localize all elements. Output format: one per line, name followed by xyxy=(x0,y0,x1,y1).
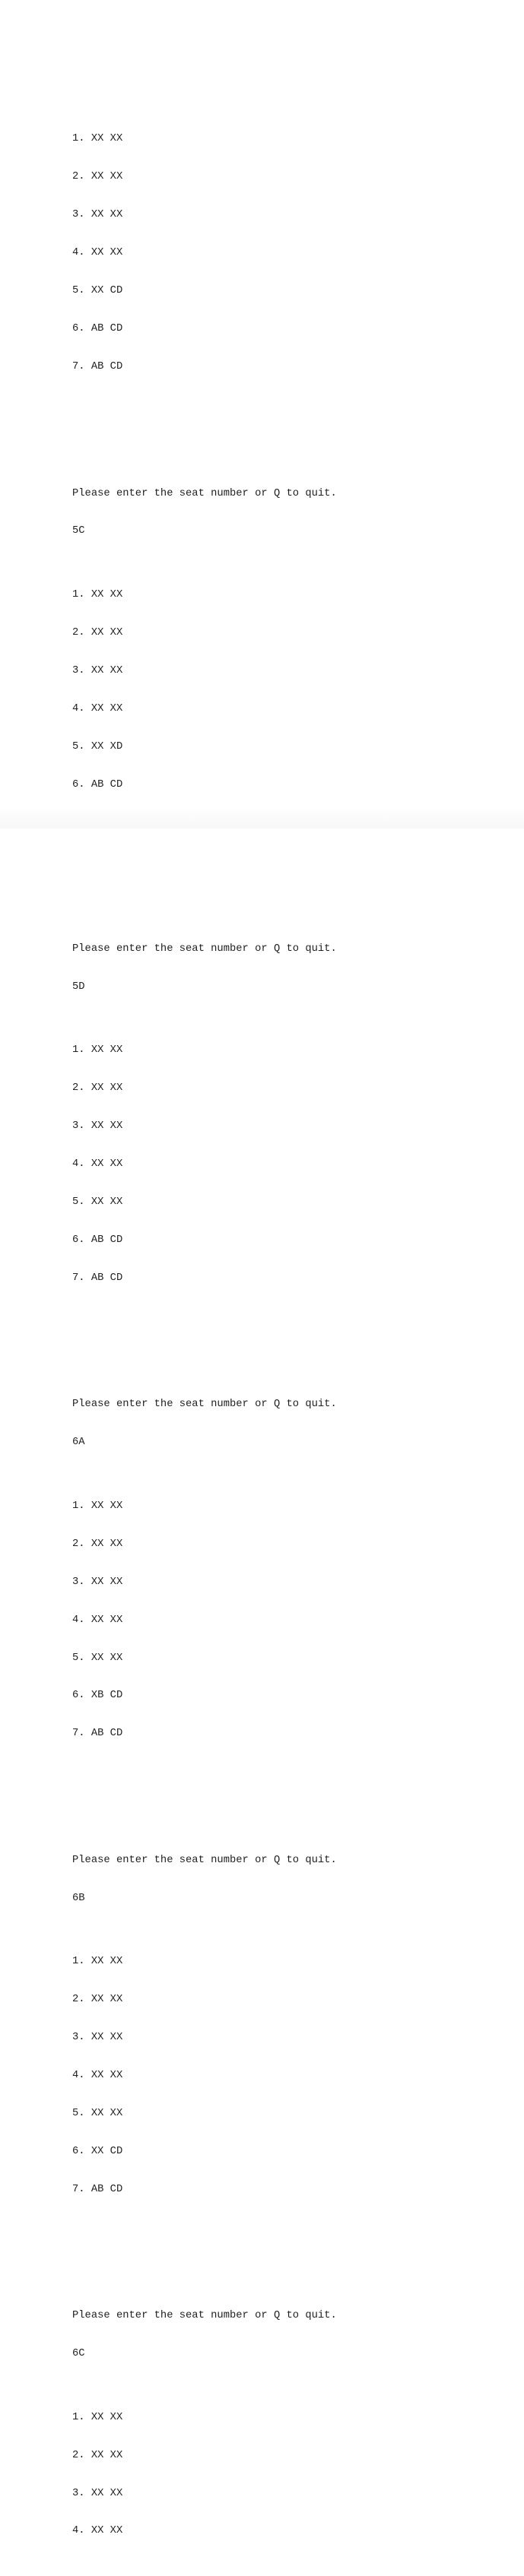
seat-row: 3. XX XX xyxy=(72,664,123,676)
blank-line xyxy=(72,2247,498,2260)
seat-row: 2. XX XX xyxy=(72,1994,123,2006)
blank-line xyxy=(72,424,498,437)
seat-row: 6. AB CD xyxy=(72,1234,123,1246)
seat-row: 2. XX XX xyxy=(72,1538,123,1550)
blank-line xyxy=(72,880,498,893)
seat-row: 1. XX XX xyxy=(72,1500,123,1512)
seat-row: 7. AB CD xyxy=(72,1272,123,1284)
seat-row: 1. XX XX xyxy=(72,1956,123,1968)
seat-row: 4. XX XX xyxy=(72,247,123,259)
input-prompt: Please enter the seat number or Q to quit. xyxy=(72,943,337,955)
seat-row: 6. XB CD xyxy=(72,1690,123,1702)
seat-row: 4. XX XX xyxy=(72,2070,123,2082)
seat-row: 1. XX XX xyxy=(72,588,123,600)
seat-row: 5. XX XX xyxy=(72,1652,123,1664)
bottom-edge xyxy=(0,807,524,829)
input-prompt: Please enter the seat number or Q to quit. xyxy=(72,1854,337,1866)
seat-row: 3. XX XX xyxy=(72,1120,123,1133)
user-input[interactable]: 6C xyxy=(72,2348,85,2360)
user-input[interactable]: 6A xyxy=(72,1437,85,1449)
input-prompt: Please enter the seat number or Q to quit. xyxy=(72,2310,337,2322)
seat-row: 1. XX XX xyxy=(72,1044,123,1057)
seat-map xyxy=(72,1931,498,2222)
seat-row: 6. AB CD xyxy=(72,778,123,791)
seat-row: 5. XX XD xyxy=(72,740,123,753)
input-prompt: Please enter the seat number or Q to quit. xyxy=(72,487,337,499)
seat-row: 2. XX XX xyxy=(72,2449,123,2461)
console-output xyxy=(72,70,498,2576)
seat-row: 5. XX CD xyxy=(72,285,123,297)
seat-row: 3. XX XX xyxy=(72,2032,123,2044)
user-input[interactable]: 5D xyxy=(72,981,85,993)
seat-row: 7. AB CD xyxy=(72,1728,123,1740)
seat-row: 5. XX XX xyxy=(72,2107,123,2119)
seat-row: 7. AB CD xyxy=(72,2183,123,2195)
seat-row: 1. XX XX xyxy=(72,2411,123,2423)
seat-row: 7. AB CD xyxy=(72,361,123,372)
seat-row: 4. XX XX xyxy=(72,1158,123,1171)
seat-row: 3. XX XX xyxy=(72,1576,123,1588)
input-prompt: Please enter the seat number or Q to quit. xyxy=(72,1399,337,1411)
seat-row: 4. XX XX xyxy=(72,2525,123,2537)
seat-row: 2. XX XX xyxy=(72,626,123,638)
user-input[interactable]: 5C xyxy=(72,525,85,537)
seat-row: 4. XX XX xyxy=(72,702,123,714)
seat-row: 6. XX CD xyxy=(72,2145,123,2157)
seat-row: 1. XX XX xyxy=(72,133,123,145)
seat-row: 3. XX XX xyxy=(72,209,123,221)
seat-row: 3. XX XX xyxy=(72,2487,123,2499)
seat-row: 4. XX XX xyxy=(72,1614,123,1626)
blank-line xyxy=(72,1336,498,1348)
seat-row: 2. XX XX xyxy=(72,171,123,183)
seat-map xyxy=(72,1019,498,1310)
seat-row: 6. AB CD xyxy=(72,323,123,335)
seat-map xyxy=(72,1475,498,1766)
seat-row: 2. XX XX xyxy=(72,1082,123,1095)
seat-map xyxy=(72,108,498,399)
seat-row: 5. XX XX xyxy=(72,1196,123,1209)
blank-line xyxy=(72,1792,498,1804)
seat-map xyxy=(72,2386,498,2563)
user-input[interactable]: 6B xyxy=(72,1892,85,1904)
